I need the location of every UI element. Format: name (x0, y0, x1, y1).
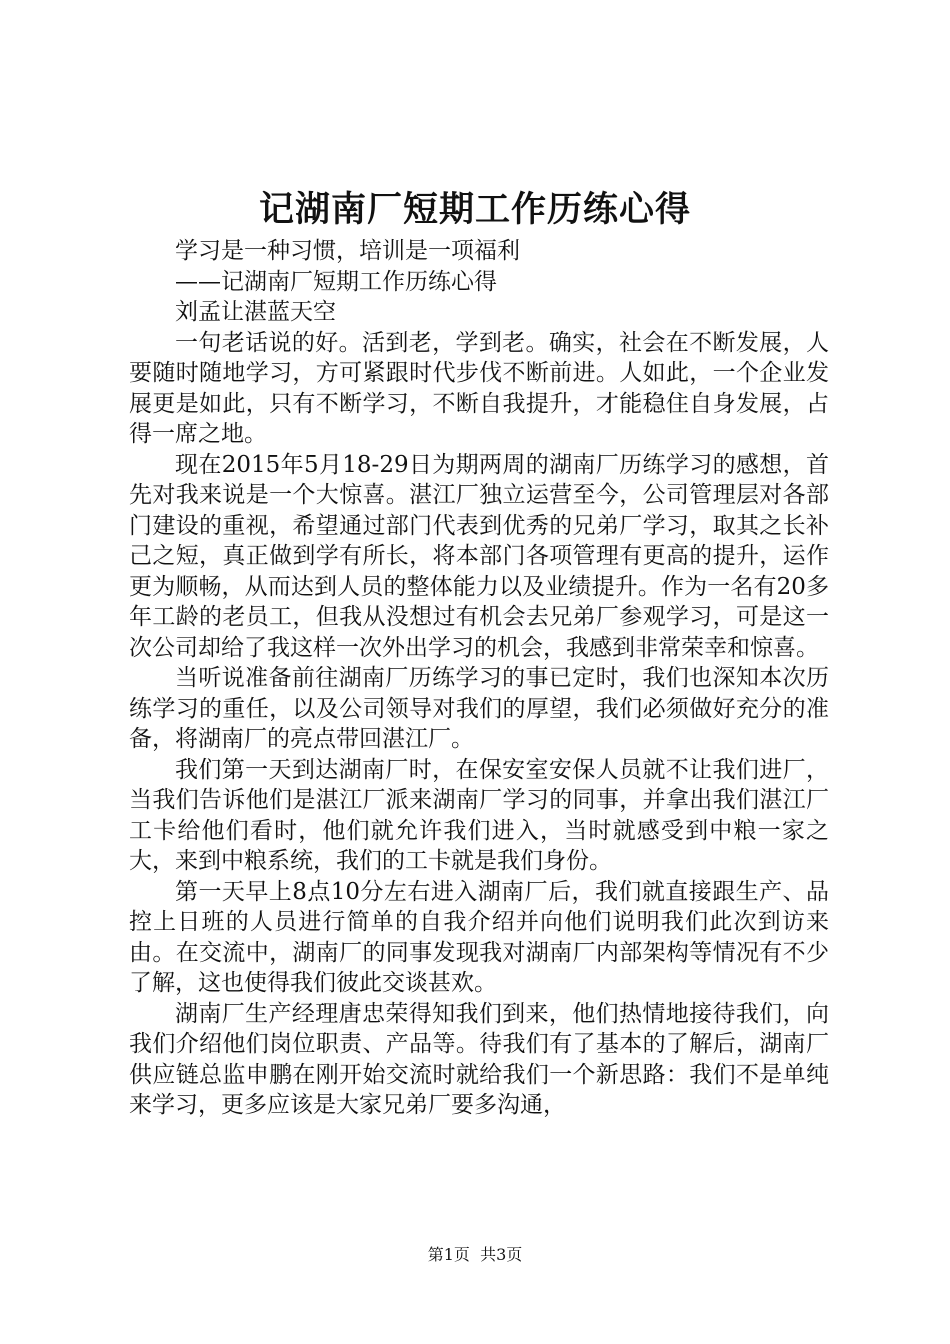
paragraph: 第一天早上8点10分左右进入湖南厂后，我们就直接跟生产、品控上日班的人员进行简单的自我介绍并向他们说明我们此次到访来由。在交流中，湖南厂的同事发现我对湖南厂内部架构等情况有不少了解，这也使得我们彼此交谈甚欢。 (129, 878, 829, 996)
paragraph: 湖南厂生产经理唐忠荣得知我们到来，他们热情地接待我们，向我们介绍他们岗位职责、产品等。待我们有了基本的了解后，湖南厂供应链总监申鹏在刚开始交流时就给我们一个新思路：我们不是单纯来学习，更多应该是大家兄弟厂要多沟通， (129, 1000, 829, 1118)
page-number: 第1页 (427, 1245, 470, 1264)
paragraph: 现在2015年5月18-29日为期两周的湖南厂历练学习的感想，首先对我来说是一个大惊喜。湛江厂独立运营至今，公司管理层对各部门建设的重视，希望通过部门代表到优秀的兄弟厂学习，取其之长补己之短，真正做到学有所长，将本部门各项管理有更高的提升，运作更为顺畅，从而达到人员的整体能力以及业绩提升。作为一名有20多年工龄的老员工，但我从没想过有机会去兄弟厂参观学习，可是这一次公司却给了我这样一次外出学习的机会，我感到非常荣幸和惊喜。 (129, 451, 829, 661)
paragraph: 当听说准备前往湖南厂历练学习的事已定时，我们也深知本次历练学习的重任，以及公司领导对我们的厚望，我们必须做好充分的准备，将湖南厂的亮点带回湛江厂。 (129, 665, 829, 752)
subtitle-line-2: ——记湖南厂短期工作历练心得 (175, 268, 497, 295)
page-total: 共3页 (480, 1245, 523, 1264)
subtitle-line: 学习是一种习惯，培训是一项福利 (175, 238, 520, 264)
paragraph: 我们第一天到达湖南厂时，在保安室安保人员就不让我们进厂，当我们告诉他们是湛江厂派来湖南厂学习的同事，并拿出我们湛江厂工卡给他们看时，他们就允许我们进入，当时就感受到中粮一家之大，来到中粮系统，我们的工卡就是我们身份。 (129, 756, 829, 874)
page-footer (0, 1244, 950, 1266)
document-body (129, 236, 829, 1121)
author-line: 刘孟让湛蓝天空 (175, 299, 336, 325)
footer-spacer (470, 1245, 480, 1264)
document-title: 记湖南厂短期工作历练心得 (258, 190, 691, 230)
paragraph: 一句老话说的好。活到老，学到老。确实，社会在不断发展，人要随时随地学习，方可紧跟时代步伐不断前进。人如此，一个企业发展更是如此，只有不断学习，不断自我提升，才能稳住自身发展，占得一席之地。 (129, 329, 829, 447)
